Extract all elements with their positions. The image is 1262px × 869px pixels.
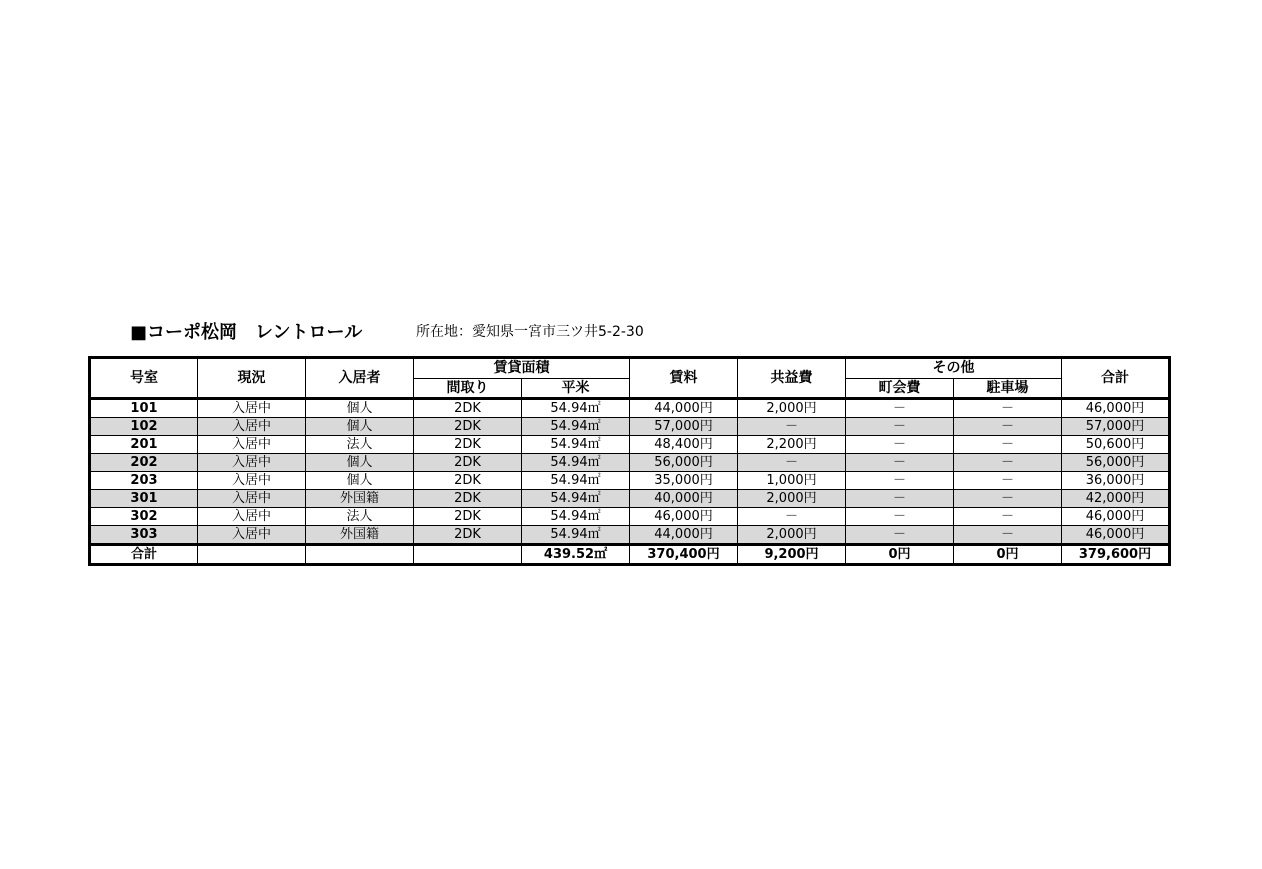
cell-room: 101 [90,399,198,418]
cell-room: 102 [90,418,198,436]
cell-layout: 2DK [414,526,522,545]
header-rent: 賃料 [630,358,738,399]
cell-rent: 35,000円 [630,472,738,490]
cell-status: 入居中 [198,490,306,508]
property-address: 所在地：愛知県一宮市三ツ井5-2-30 [416,324,644,340]
cell-parking: － [954,490,1062,508]
cell-tenant: 個人 [306,472,414,490]
cell-town-fee: － [846,490,954,508]
cell-town-fee: － [846,526,954,545]
cell-town-fee: － [846,399,954,418]
header-rental-area: 賃貸面積 [414,358,630,379]
cell-layout: 2DK [414,508,522,526]
cell-parking: － [954,399,1062,418]
header-parking: 駐車場 [954,379,1062,399]
table-row [90,472,1170,490]
totals-layout [414,545,522,565]
cell-room: 301 [90,490,198,508]
cell-sqm: 54.94㎡ [522,490,630,508]
cell-sqm: 54.94㎡ [522,436,630,454]
cell-status: 入居中 [198,418,306,436]
cell-parking: － [954,508,1062,526]
cell-rent: 48,400円 [630,436,738,454]
table-row [90,526,1170,545]
cell-total: 46,000円 [1062,399,1170,418]
cell-sqm: 54.94㎡ [522,526,630,545]
cell-sqm: 54.94㎡ [522,472,630,490]
cell-room: 201 [90,436,198,454]
totals-tenant [306,545,414,565]
totals-row [90,545,1170,565]
cell-status: 入居中 [198,399,306,418]
cell-parking: － [954,472,1062,490]
totals-common-fee: 9,200円 [738,545,846,565]
cell-sqm: 54.94㎡ [522,399,630,418]
cell-town-fee: － [846,418,954,436]
cell-total: 46,000円 [1062,508,1170,526]
cell-layout: 2DK [414,418,522,436]
document-title: ■コーポ松岡 レントロール [130,322,363,343]
cell-total: 42,000円 [1062,490,1170,508]
header-sqm: 平米 [522,379,630,399]
table-body [90,399,1170,565]
totals-total: 379,600円 [1062,545,1170,565]
cell-tenant: 個人 [306,399,414,418]
cell-status: 入居中 [198,472,306,490]
cell-parking: － [954,526,1062,545]
cell-tenant: 外国籍 [306,490,414,508]
cell-rent: 44,000円 [630,399,738,418]
cell-parking: － [954,454,1062,472]
cell-tenant: 個人 [306,418,414,436]
totals-rent: 370,400円 [630,545,738,565]
cell-total: 56,000円 [1062,454,1170,472]
cell-layout: 2DK [414,399,522,418]
totals-status [198,545,306,565]
cell-room: 202 [90,454,198,472]
table-header [90,358,1170,399]
cell-parking: － [954,436,1062,454]
header-town-fee: 町会費 [846,379,954,399]
cell-common-fee: － [738,508,846,526]
table-row [90,454,1170,472]
header-other: その他 [846,358,1062,379]
cell-layout: 2DK [414,490,522,508]
cell-layout: 2DK [414,436,522,454]
table-row [90,436,1170,454]
cell-rent: 44,000円 [630,526,738,545]
cell-total: 46,000円 [1062,526,1170,545]
rent-roll-table [88,356,1171,566]
cell-sqm: 54.94㎡ [522,508,630,526]
cell-layout: 2DK [414,472,522,490]
header-tenant: 入居者 [306,358,414,399]
cell-status: 入居中 [198,454,306,472]
cell-tenant: 法人 [306,508,414,526]
table-row [90,490,1170,508]
cell-rent: 56,000円 [630,454,738,472]
header-layout: 間取り [414,379,522,399]
table-row [90,508,1170,526]
cell-status: 入居中 [198,508,306,526]
totals-sqm: 439.52㎡ [522,545,630,565]
cell-town-fee: － [846,508,954,526]
cell-tenant: 法人 [306,436,414,454]
cell-tenant: 個人 [306,454,414,472]
cell-sqm: 54.94㎡ [522,418,630,436]
cell-common-fee: 2,000円 [738,399,846,418]
cell-layout: 2DK [414,454,522,472]
header-common-fee: 共益費 [738,358,846,399]
cell-town-fee: － [846,436,954,454]
cell-sqm: 54.94㎡ [522,454,630,472]
cell-total: 36,000円 [1062,472,1170,490]
cell-rent: 57,000円 [630,418,738,436]
table-row [90,399,1170,418]
cell-town-fee: － [846,454,954,472]
cell-room: 203 [90,472,198,490]
header-room: 号室 [90,358,198,399]
cell-room: 302 [90,508,198,526]
cell-room: 303 [90,526,198,545]
cell-status: 入居中 [198,436,306,454]
cell-rent: 40,000円 [630,490,738,508]
cell-common-fee: 2,200円 [738,436,846,454]
cell-total: 50,600円 [1062,436,1170,454]
header-status: 現況 [198,358,306,399]
table-row [90,418,1170,436]
totals-town-fee: 0円 [846,545,954,565]
cell-parking: － [954,418,1062,436]
cell-common-fee: － [738,454,846,472]
cell-town-fee: － [846,472,954,490]
cell-common-fee: － [738,418,846,436]
cell-rent: 46,000円 [630,508,738,526]
cell-common-fee: 2,000円 [738,490,846,508]
header-total: 合計 [1062,358,1170,399]
cell-common-fee: 2,000円 [738,526,846,545]
cell-tenant: 外国籍 [306,526,414,545]
cell-total: 57,000円 [1062,418,1170,436]
totals-parking: 0円 [954,545,1062,565]
cell-common-fee: 1,000円 [738,472,846,490]
totals-label: 合計 [90,545,198,565]
cell-status: 入居中 [198,526,306,545]
